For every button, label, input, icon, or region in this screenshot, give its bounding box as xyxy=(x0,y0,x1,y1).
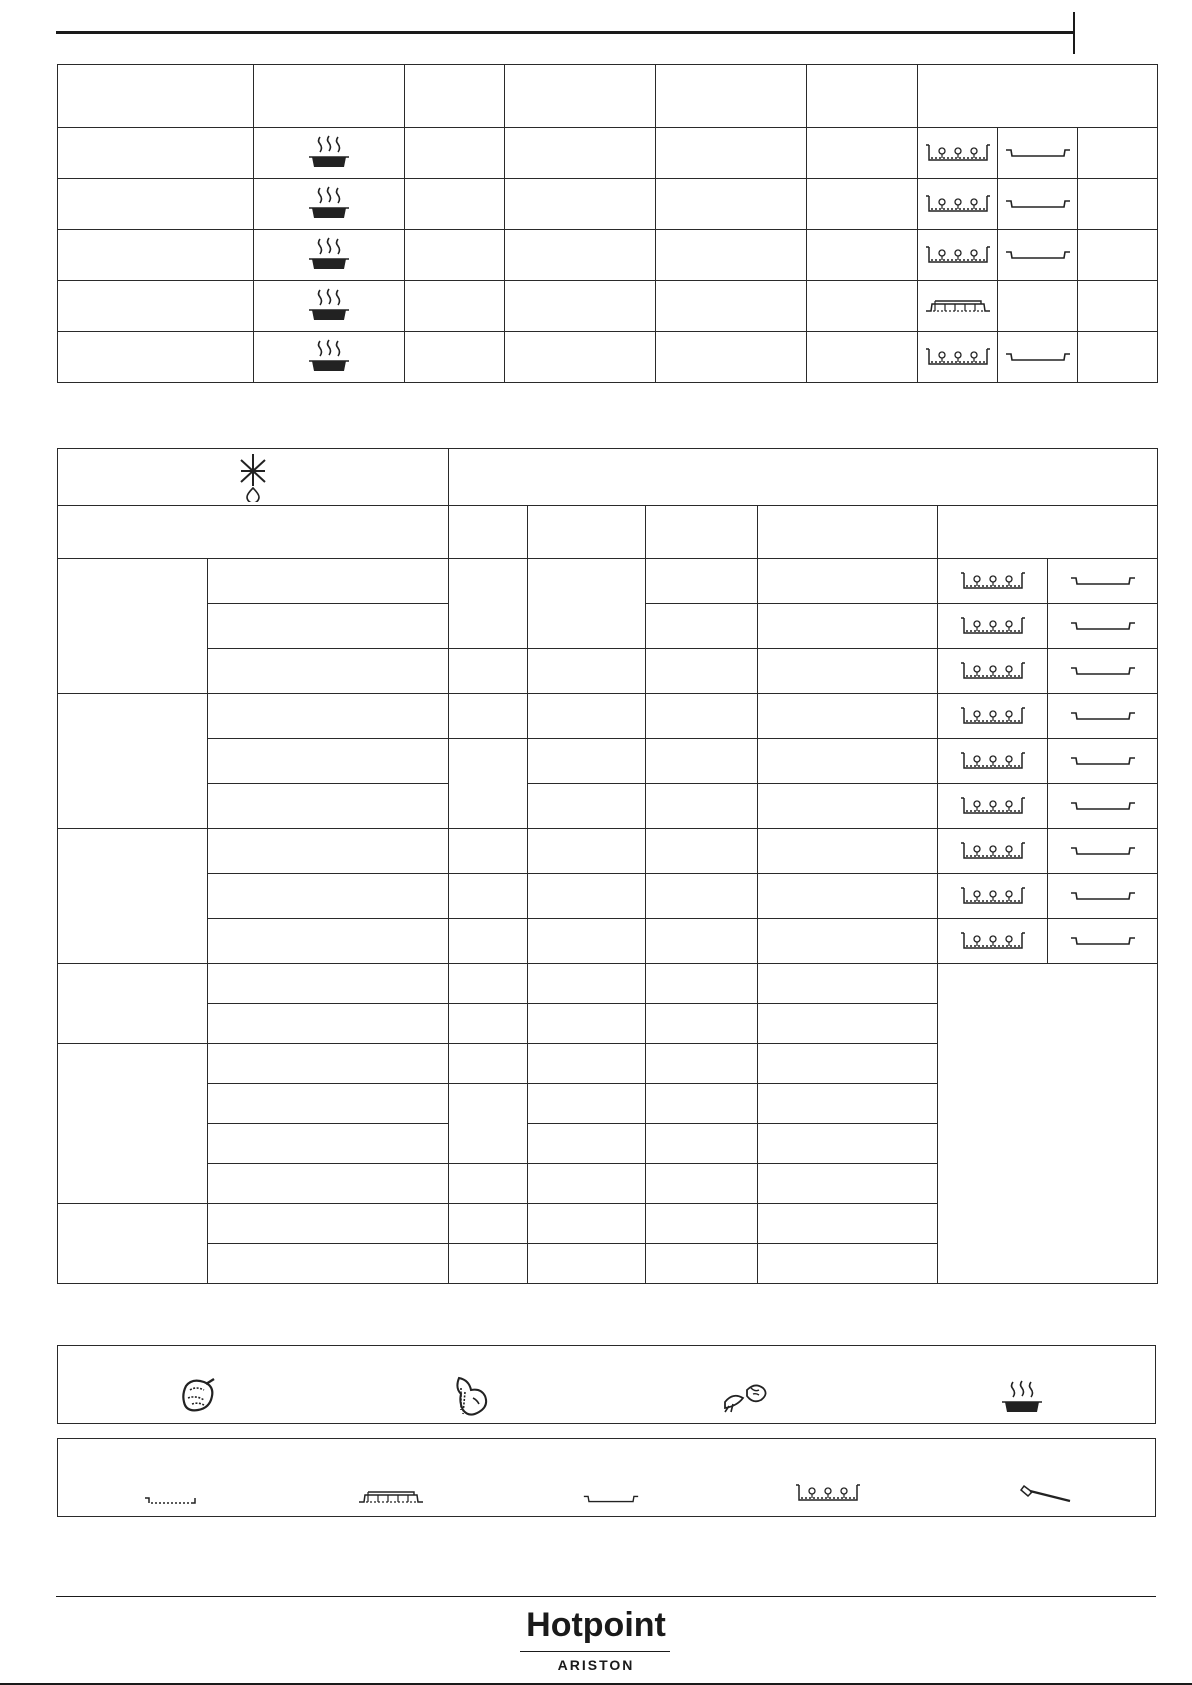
meat-icon xyxy=(178,1376,218,1416)
cell xyxy=(1048,919,1158,964)
cell xyxy=(938,604,1048,649)
food-icons-legend xyxy=(57,1345,1156,1424)
cell xyxy=(528,964,646,1004)
cell xyxy=(807,332,918,383)
cell xyxy=(528,1204,646,1244)
cell xyxy=(528,739,646,784)
cell xyxy=(656,332,807,383)
cell xyxy=(528,829,646,874)
cell xyxy=(918,179,998,230)
table-header-row xyxy=(58,65,1158,128)
cell xyxy=(918,128,998,179)
cell xyxy=(58,332,254,383)
header-cell xyxy=(449,449,1158,506)
cell xyxy=(646,1204,758,1244)
steam-dish-icon xyxy=(307,288,351,324)
rack-on-deep-tray-icon xyxy=(960,931,1026,951)
cell xyxy=(58,128,254,179)
steam-dish-icon xyxy=(1000,1380,1044,1416)
cell xyxy=(254,281,405,332)
group-cell xyxy=(58,1044,208,1204)
cell xyxy=(208,829,449,874)
cell xyxy=(1048,874,1158,919)
cell xyxy=(254,332,405,383)
cell xyxy=(646,1004,758,1044)
cell xyxy=(528,874,646,919)
steam-dish-icon xyxy=(307,237,351,273)
cell xyxy=(938,829,1048,874)
cell xyxy=(1048,559,1158,604)
cell xyxy=(807,281,918,332)
cell xyxy=(449,1164,528,1204)
table-row xyxy=(58,829,1158,874)
cell xyxy=(758,559,938,604)
rack-on-deep-tray-icon xyxy=(960,661,1026,681)
cell xyxy=(998,332,1078,383)
baking-tray-icon xyxy=(1070,710,1136,722)
cell xyxy=(938,559,1048,604)
cell xyxy=(646,1044,758,1084)
cell xyxy=(208,1084,449,1124)
baking-tray-icon xyxy=(1070,935,1136,947)
header-cell xyxy=(405,65,505,128)
cell xyxy=(1078,179,1158,230)
cell xyxy=(656,179,807,230)
table-row xyxy=(58,332,1158,383)
header-cell xyxy=(807,65,918,128)
rack-on-deep-tray-icon xyxy=(960,751,1026,771)
baking-tray-icon xyxy=(1005,147,1071,159)
cell xyxy=(938,874,1048,919)
cell xyxy=(254,128,405,179)
cell xyxy=(449,1044,528,1084)
cell xyxy=(646,964,758,1004)
rack-on-deep-tray-icon xyxy=(795,1483,861,1503)
cell xyxy=(208,1004,449,1044)
cell xyxy=(758,919,938,964)
defrost-table xyxy=(57,448,1158,1284)
accessory-icons-legend xyxy=(57,1438,1156,1517)
cell xyxy=(758,874,938,919)
cell xyxy=(656,128,807,179)
cell xyxy=(505,179,656,230)
cell xyxy=(758,1124,938,1164)
baking-tray-icon xyxy=(1070,575,1136,587)
rack-on-deep-tray-icon xyxy=(925,143,991,163)
cell xyxy=(1048,739,1158,784)
baking-tray-icon xyxy=(1070,620,1136,632)
cell xyxy=(208,694,449,739)
cell xyxy=(918,332,998,383)
cell xyxy=(528,784,646,829)
cell xyxy=(758,1084,938,1124)
cell xyxy=(758,739,938,784)
wire-shelf-icon xyxy=(358,1489,424,1505)
cell xyxy=(938,649,1048,694)
brand-logo-name: Hotpoint xyxy=(526,1606,666,1644)
cell xyxy=(758,829,938,874)
cell xyxy=(528,1044,646,1084)
table-row xyxy=(58,964,1158,1004)
cell xyxy=(646,649,758,694)
cell xyxy=(1048,829,1158,874)
meat-probe-icon xyxy=(1018,1483,1072,1503)
cell xyxy=(208,1044,449,1084)
cell xyxy=(208,559,449,604)
header-cell xyxy=(505,65,656,128)
cell xyxy=(758,1204,938,1244)
cell xyxy=(758,1244,938,1284)
cell xyxy=(449,1004,528,1044)
cell xyxy=(254,179,405,230)
rack-on-deep-tray-icon xyxy=(960,886,1026,906)
cell xyxy=(528,1244,646,1284)
header-cell xyxy=(254,65,405,128)
cell xyxy=(449,874,528,919)
header-cell xyxy=(58,506,449,559)
header-cell xyxy=(58,65,254,128)
cell xyxy=(646,604,758,649)
table-row xyxy=(58,874,1158,919)
cell xyxy=(449,964,528,1004)
cell xyxy=(807,179,918,230)
footer-rule xyxy=(56,1596,1156,1597)
cell xyxy=(998,230,1078,281)
cell xyxy=(938,694,1048,739)
group-cell xyxy=(58,964,208,1044)
cell xyxy=(938,919,1048,964)
cell xyxy=(505,230,656,281)
baking-tray-icon xyxy=(1005,198,1071,210)
cell xyxy=(656,230,807,281)
rack-on-deep-tray-icon xyxy=(925,347,991,367)
table-row xyxy=(58,559,1158,604)
cell xyxy=(208,604,449,649)
cell xyxy=(528,694,646,739)
cell xyxy=(405,332,505,383)
baking-tray-icon xyxy=(1070,890,1136,902)
table-row xyxy=(58,128,1158,179)
cell xyxy=(254,230,405,281)
table-title-row xyxy=(58,449,1158,506)
cell xyxy=(58,281,254,332)
table-row xyxy=(58,179,1158,230)
steam-dish-icon xyxy=(307,186,351,222)
group-cell xyxy=(58,829,208,964)
cell xyxy=(758,1044,938,1084)
cell xyxy=(405,230,505,281)
baking-tray-icon xyxy=(1070,755,1136,767)
cell xyxy=(998,281,1078,332)
cell xyxy=(505,128,656,179)
cell xyxy=(998,128,1078,179)
table-header-row xyxy=(58,506,1158,559)
cell xyxy=(1048,784,1158,829)
header-cell xyxy=(449,506,528,559)
cell xyxy=(208,1204,449,1244)
cell xyxy=(807,128,918,179)
cell xyxy=(505,332,656,383)
poultry-icon xyxy=(449,1374,489,1418)
rack-on-deep-tray-icon xyxy=(960,841,1026,861)
cell xyxy=(1078,128,1158,179)
group-cell xyxy=(58,1204,208,1284)
cell xyxy=(758,1164,938,1204)
header-tick xyxy=(1073,12,1075,54)
cell xyxy=(449,694,528,739)
wire-shelf-icon xyxy=(925,298,991,314)
rack-on-deep-tray-icon xyxy=(960,571,1026,591)
cell xyxy=(646,694,758,739)
cell xyxy=(1078,230,1158,281)
header-cell xyxy=(656,65,807,128)
merged-empty-cell xyxy=(938,964,1158,1284)
cell xyxy=(208,784,449,829)
cell xyxy=(918,281,998,332)
cell xyxy=(449,829,528,874)
cell xyxy=(938,784,1048,829)
cell xyxy=(528,1124,646,1164)
baking-tray-icon xyxy=(1005,249,1071,261)
steam-dish-icon xyxy=(307,135,351,171)
header-cell xyxy=(646,506,758,559)
cell xyxy=(646,559,758,604)
drip-tray-icon xyxy=(143,1494,199,1506)
cell xyxy=(528,649,646,694)
cell xyxy=(449,919,528,964)
cell xyxy=(758,784,938,829)
table-row xyxy=(58,281,1158,332)
group-cell xyxy=(58,559,208,694)
cell xyxy=(758,694,938,739)
cell xyxy=(646,1124,758,1164)
brand-logo-rule xyxy=(520,1651,670,1652)
cell xyxy=(449,739,528,829)
header-cell-accessories xyxy=(918,65,1158,128)
rack-on-deep-tray-icon xyxy=(925,245,991,265)
cell xyxy=(646,829,758,874)
cell xyxy=(918,230,998,281)
brand-logo-subtitle: ARISTON xyxy=(557,1657,635,1673)
cell xyxy=(208,1124,449,1164)
cell xyxy=(405,179,505,230)
baking-tray-icon xyxy=(583,1493,639,1505)
cell xyxy=(528,559,646,649)
cell xyxy=(646,739,758,784)
cell xyxy=(528,1084,646,1124)
cell xyxy=(938,739,1048,784)
cell xyxy=(208,874,449,919)
cell xyxy=(58,230,254,281)
header-cell xyxy=(758,506,938,559)
cell xyxy=(646,874,758,919)
cell xyxy=(505,281,656,332)
fish-icon xyxy=(721,1380,771,1414)
cell xyxy=(449,559,528,649)
rack-on-deep-tray-icon xyxy=(960,616,1026,636)
rack-on-deep-tray-icon xyxy=(960,706,1026,726)
cell xyxy=(1048,694,1158,739)
cell xyxy=(528,1004,646,1044)
table-row xyxy=(58,649,1158,694)
baking-tray-icon xyxy=(1070,665,1136,677)
table-row xyxy=(58,919,1158,964)
cell xyxy=(1078,332,1158,383)
baking-tray-icon xyxy=(1070,845,1136,857)
cell xyxy=(807,230,918,281)
cell xyxy=(758,1004,938,1044)
cell xyxy=(646,1244,758,1284)
cell xyxy=(58,179,254,230)
cell xyxy=(405,128,505,179)
cell xyxy=(449,1244,528,1284)
cell xyxy=(646,919,758,964)
header-cell xyxy=(528,506,646,559)
table-row xyxy=(58,230,1158,281)
cell xyxy=(1048,649,1158,694)
cell xyxy=(758,964,938,1004)
defrost-header-cell xyxy=(58,449,449,506)
cell xyxy=(208,1164,449,1204)
steam-cooking-table xyxy=(57,64,1158,383)
cell xyxy=(449,1084,528,1164)
cell xyxy=(405,281,505,332)
cell xyxy=(208,1244,449,1284)
cell xyxy=(208,919,449,964)
baking-tray-icon xyxy=(1005,351,1071,363)
cell xyxy=(449,649,528,694)
group-cell xyxy=(58,694,208,829)
cell xyxy=(528,1164,646,1204)
cell xyxy=(208,964,449,1004)
baking-tray-icon xyxy=(1070,800,1136,812)
rack-on-deep-tray-icon xyxy=(925,194,991,214)
cell xyxy=(1078,281,1158,332)
cell xyxy=(646,1084,758,1124)
table-row xyxy=(58,694,1158,739)
cell xyxy=(758,604,938,649)
rack-on-deep-tray-icon xyxy=(960,796,1026,816)
cell xyxy=(646,1164,758,1204)
cell xyxy=(1048,604,1158,649)
cell xyxy=(646,784,758,829)
header-rule xyxy=(56,31,1075,34)
cell xyxy=(528,919,646,964)
table-row xyxy=(58,784,1158,829)
steam-dish-icon xyxy=(307,339,351,375)
cell xyxy=(758,649,938,694)
cell xyxy=(449,1204,528,1244)
cell xyxy=(656,281,807,332)
table-row xyxy=(58,739,1158,784)
header-cell-accessories xyxy=(938,506,1158,559)
cell xyxy=(208,739,449,784)
cell xyxy=(998,179,1078,230)
cell xyxy=(208,649,449,694)
defrost-icon xyxy=(238,452,268,502)
